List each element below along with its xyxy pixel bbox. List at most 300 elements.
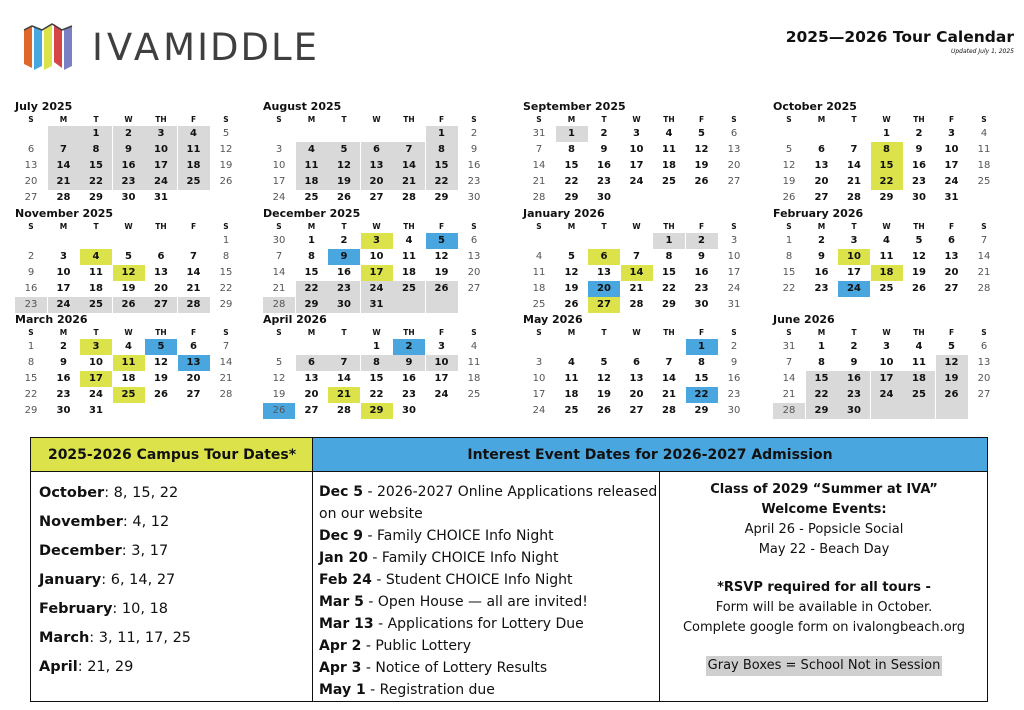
calendar-day: 11 (662, 144, 676, 155)
calendar-day: 2 (393, 339, 425, 355)
weekday-label: S (28, 115, 34, 124)
tour-month: December (39, 543, 122, 559)
iva-middle-logo (22, 20, 319, 72)
calendar-day: 6 (818, 144, 825, 155)
updated-date: Updated July 1, 2025 (950, 48, 1014, 55)
weekday-label: S (731, 222, 737, 231)
month-title: August 2025 (263, 100, 342, 113)
event-description: - Family CHOICE Info Night (367, 550, 559, 566)
calendar-day: 11 (296, 158, 328, 174)
weekday-label: W (372, 328, 381, 337)
calendar-day (426, 297, 458, 313)
calendar-day: 18 (662, 160, 676, 171)
calendar-day: 31 (154, 192, 168, 203)
calendar-day: 14 (532, 160, 546, 171)
calendar-day: 24 (434, 389, 449, 400)
calendar-day: 6 (588, 249, 620, 265)
tour-date-item (39, 598, 309, 627)
welcome-title: Class of 2029 “Summer at IVA” (710, 482, 938, 497)
weekday-label: S (981, 222, 987, 231)
calendar-day: 9 (915, 144, 923, 155)
calendar-day: 3 (438, 341, 445, 352)
calendar-day: 28 (847, 192, 861, 203)
calendar-day: 11 (912, 357, 926, 368)
calendar-day: 11 (532, 267, 546, 278)
calendar-day: 20 (814, 176, 829, 187)
calendar-day: 7 (785, 357, 793, 368)
calendar-day: 5 (785, 144, 793, 155)
calendar-day: 25 (879, 283, 894, 294)
weekday-label: W (372, 222, 381, 231)
calendar-day: 16 (113, 158, 145, 174)
calendar-day: 15 (871, 158, 903, 174)
calendar-day: 9 (600, 144, 608, 155)
calendar-day: 15 (564, 160, 579, 171)
calendar-day: 10 (838, 249, 870, 265)
tour-dates: : 21, 29 (77, 659, 134, 675)
interest-event-item (319, 481, 659, 525)
calendar-day: 29 (694, 405, 709, 416)
weekday-label: F (438, 328, 445, 337)
weekday-label: TH (663, 222, 675, 231)
calendar-day (871, 403, 903, 419)
calendar-day: 10 (944, 144, 959, 155)
interest-events-heading: Interest Event Dates for 2026-2027 Admission (313, 438, 987, 472)
calendar-day: 18 (89, 283, 103, 294)
calendar-day: 8 (426, 142, 458, 158)
event-date: Mar 5 (319, 594, 364, 610)
weekday-label: W (124, 328, 133, 337)
weekday-label: S (223, 328, 229, 337)
weekday-label: F (948, 222, 955, 231)
interest-event-item (319, 613, 659, 635)
calendar-day: 26 (936, 387, 968, 403)
calendar-day: 7 (393, 142, 425, 158)
weekday-label: S (223, 222, 229, 231)
calendar-day: 10 (56, 267, 71, 278)
calendar-day: 26 (564, 299, 579, 310)
weekday-label: TH (663, 328, 675, 337)
tour-dates: : 6, 14, 27 (101, 572, 176, 588)
month-title: May 2026 (523, 313, 583, 326)
tour-dates: : 8, 15, 22 (104, 485, 179, 501)
weekday-label: M (817, 115, 826, 124)
weekday-label: F (948, 328, 955, 337)
calendar-day: 21 (272, 283, 286, 294)
calendar-day: 6 (296, 355, 328, 371)
weekday-label: W (882, 328, 891, 337)
tour-month: November (39, 514, 123, 530)
calendar-day: 17 (56, 283, 71, 294)
weekday-label: TH (403, 328, 415, 337)
event-date: Apr 2 (319, 638, 362, 654)
calendar-day: 3 (275, 144, 283, 155)
welcome-events (661, 480, 987, 676)
calendar-day: 24 (629, 176, 644, 187)
calendar-day: 14 (186, 267, 201, 278)
calendar-day: 12 (272, 373, 286, 384)
calendar-day: 14 (662, 373, 676, 384)
calendar-day: 8 (785, 251, 793, 262)
calendar-day: 22 (369, 389, 384, 400)
tour-dates-list (39, 482, 309, 685)
tour-month: October (39, 485, 105, 501)
weekday-label: T (341, 328, 347, 337)
calendar-day: 27 (588, 297, 620, 313)
calendar-day: 22 (806, 387, 838, 403)
calendar-day: 22 (662, 283, 676, 294)
calendar-day: 10 (369, 251, 384, 262)
calendar-day: 30 (467, 192, 481, 203)
calendar-day: 9 (328, 249, 360, 265)
calendar-day: 31 (532, 128, 546, 139)
calendar-day: 16 (56, 373, 71, 384)
calendar-day: 14 (621, 265, 653, 281)
weekday-label: T (93, 328, 99, 337)
calendar-day: 22 (24, 389, 38, 400)
calendar-day: 22 (426, 174, 458, 190)
calendar-day: 24 (838, 281, 870, 297)
calendar-day: 2 (60, 341, 67, 352)
calendar-day: 16 (402, 373, 416, 384)
calendar-day: 1 (785, 235, 793, 246)
calendar-day: 13 (944, 251, 959, 262)
weekday-label: S (731, 328, 737, 337)
calendar-day: 11 (977, 144, 991, 155)
calendar-day: 8 (871, 142, 903, 158)
calendar-day: 21 (328, 387, 360, 403)
calendar-day: 12 (936, 355, 968, 371)
tour-dates: : 3, 11, 17, 25 (89, 630, 192, 646)
calendar-day: 22 (564, 176, 579, 187)
calendar-day: 31 (89, 405, 103, 416)
tour-dates-heading: 2025-2026 Campus Tour Dates* (31, 438, 313, 472)
weekday-label: S (786, 222, 792, 231)
weekday-label: T (851, 222, 857, 231)
calendar-day: 24 (48, 297, 80, 313)
weekday-label: S (28, 222, 34, 231)
calendar-day: 4 (980, 128, 988, 139)
weekday-label: T (601, 222, 607, 231)
weekday-label: W (124, 115, 133, 124)
calendar-day: 26 (694, 176, 709, 187)
column-divider (312, 438, 313, 701)
calendar-day: 14 (847, 160, 861, 171)
calendar-day: 20 (186, 373, 201, 384)
calendar-day: 22 (219, 283, 233, 294)
event-date: Jan 20 (319, 550, 368, 566)
weekday-label: T (851, 328, 857, 337)
weekday-label: TH (663, 115, 675, 124)
calendar-day: 25 (178, 174, 210, 190)
weekday-label: T (93, 115, 99, 124)
calendar-day: 7 (275, 251, 283, 262)
calendar-day: 25 (467, 389, 481, 400)
calendar-day: 5 (426, 233, 458, 249)
tour-dates: : 3, 17 (121, 543, 169, 559)
calendar-day: 20 (304, 389, 319, 400)
calendar-day: 17 (871, 371, 903, 387)
weekday-label: M (59, 115, 68, 124)
calendar-day: 31 (361, 297, 393, 313)
calendar-day: 28 (977, 283, 991, 294)
calendar-day: 14 (48, 158, 80, 174)
calendar-day: 29 (806, 403, 838, 419)
calendar-day: 2 (340, 235, 348, 246)
weekday-label: W (372, 115, 381, 124)
calendar-day: 6 (980, 341, 988, 352)
calendar-day: 26 (337, 192, 351, 203)
calendar-day: 4 (296, 142, 328, 158)
calendar-day: 23 (727, 389, 741, 400)
weekday-label: S (471, 222, 477, 231)
interest-event-item (319, 591, 659, 613)
weekday-label: M (307, 328, 316, 337)
calendar-day: 21 (186, 283, 201, 294)
calendar-day: 15 (782, 267, 796, 278)
calendar-day: 26 (113, 297, 145, 313)
calendar-day: 7 (535, 144, 543, 155)
calendar-day: 28 (402, 192, 416, 203)
calendar-day: 29 (879, 192, 894, 203)
calendar-day: 26 (263, 403, 295, 419)
logo-mark-icon (22, 20, 78, 72)
calendar-day: 23 (402, 389, 416, 400)
calendar-day: 12 (154, 357, 168, 368)
calendar-day: 11 (178, 142, 210, 158)
calendar-day (903, 403, 935, 419)
calendar-day: 27 (727, 176, 741, 187)
event-description: - Applications for Lottery Due (373, 616, 584, 632)
weekday-label: M (567, 115, 576, 124)
calendar-day: 29 (361, 403, 393, 419)
event-description: - Student CHOICE Info Night (371, 572, 573, 588)
weekday-label: F (438, 115, 445, 124)
calendar-day: 11 (564, 373, 579, 384)
weekday-label: F (948, 115, 955, 124)
calendar-day: 23 (838, 387, 870, 403)
calendar-day (48, 126, 80, 142)
calendar-day: 20 (361, 174, 393, 190)
weekday-label: F (190, 328, 197, 337)
calendar-day: 12 (219, 144, 233, 155)
calendar-day: 23 (694, 283, 709, 294)
calendar-day: 25 (977, 176, 991, 187)
calendar-day: 18 (871, 265, 903, 281)
calendar-day: 24 (944, 176, 959, 187)
weekday-label: TH (155, 328, 167, 337)
calendar-day: 16 (467, 160, 481, 171)
calendar-day: 7 (222, 341, 230, 352)
calendar-day: 16 (694, 267, 709, 278)
calendar-day: 22 (80, 174, 112, 190)
tour-date-item (39, 540, 309, 569)
month-title: March 2026 (15, 313, 88, 326)
calendar-day: 1 (653, 233, 685, 249)
calendar-day: 4 (125, 341, 132, 352)
calendar-day: 27 (145, 297, 177, 313)
brand-name (92, 26, 319, 69)
calendar-day: 13 (24, 160, 38, 171)
calendar-day: 17 (361, 265, 393, 281)
brand-part-1: IVA (92, 26, 164, 69)
calendar-day: 30 (56, 405, 71, 416)
calendar-day: 3 (633, 128, 640, 139)
weekday-label: W (632, 328, 641, 337)
weekday-label: TH (403, 222, 415, 231)
calendar-day: 6 (27, 144, 35, 155)
calendar-day: 23 (56, 389, 71, 400)
tour-date-item (39, 627, 309, 656)
tour-month: January (39, 572, 102, 588)
calendar-day: 25 (662, 176, 676, 187)
calendar-day: 27 (814, 192, 829, 203)
calendar-day: 26 (597, 405, 611, 416)
month-title: February 2026 (773, 207, 864, 220)
event-date: Dec 9 (319, 528, 364, 544)
calendar-day: 28 (662, 405, 676, 416)
calendar-day: 6 (361, 142, 393, 158)
calendar-day: 31 (782, 341, 796, 352)
weekday-label: S (471, 115, 477, 124)
calendar-day: 16 (838, 371, 870, 387)
calendar-day: 8 (222, 251, 230, 262)
calendar-day: 23 (912, 176, 926, 187)
calendar-day: 4 (665, 128, 673, 139)
weekday-label: S (731, 115, 737, 124)
calendar-day: 17 (145, 158, 177, 174)
calendar-day: 30 (838, 403, 870, 419)
calendar-day: 9 (27, 267, 35, 278)
calendar-day: 16 (727, 373, 741, 384)
calendar-day: 3 (850, 235, 858, 246)
calendar-day: 2 (915, 128, 923, 139)
calendar-day: 18 (467, 373, 481, 384)
calendar-day: 9 (393, 355, 425, 371)
calendar-day: 8 (361, 355, 393, 371)
calendar-day: 5 (915, 235, 923, 246)
calendar-day: 23 (15, 297, 47, 313)
calendar-day: 22 (686, 387, 718, 403)
calendar-day: 15 (426, 158, 458, 174)
weekday-label: TH (913, 222, 925, 231)
calendar-day: 3 (948, 128, 955, 139)
calendar-day: 26 (426, 281, 458, 297)
calendar-day: 17 (80, 371, 112, 387)
calendar-day: 13 (178, 355, 210, 371)
calendar-day: 20 (629, 389, 644, 400)
calendar-day: 11 (467, 357, 481, 368)
weekday-label: M (567, 222, 576, 231)
calendar-day: 13 (467, 251, 481, 262)
calendar-day: 1 (27, 341, 35, 352)
calendar-day: 8 (568, 144, 575, 155)
calendar-day: 3 (535, 357, 543, 368)
calendar-day: 30 (402, 405, 416, 416)
calendar-day: 18 (903, 371, 935, 387)
calendar-day: 27 (977, 389, 991, 400)
calendar-day: 14 (337, 373, 351, 384)
weekday-label: T (601, 328, 607, 337)
calendar-day: 1 (818, 341, 825, 352)
weekday-label: M (307, 222, 316, 231)
calendar-day: 10 (426, 355, 458, 371)
calendar-day: 19 (121, 283, 136, 294)
calendar-day: 3 (883, 341, 890, 352)
calendar-day: 1 (686, 339, 718, 355)
interest-event-item (319, 525, 659, 547)
weekday-label: M (817, 222, 826, 231)
calendar-day: 7 (850, 144, 858, 155)
column-divider (659, 472, 660, 701)
calendar-day: 30 (694, 299, 709, 310)
event-description: - 2026-2027 Online Applications released on our website (319, 484, 658, 522)
weekday-label: S (276, 115, 282, 124)
calendar-day: 2 (27, 251, 35, 262)
weekday-label: T (601, 115, 607, 124)
calendar-day: 10 (272, 160, 286, 171)
calendar-day: 9 (818, 251, 825, 262)
calendar-day: 4 (915, 341, 923, 352)
calendar-day: 31 (944, 192, 959, 203)
calendar-day: 8 (27, 357, 35, 368)
tour-month: March (39, 630, 90, 646)
calendar-day: 14 (782, 373, 796, 384)
calendar-day: 14 (219, 357, 233, 368)
interest-events-list (319, 481, 659, 701)
calendar-day: 20 (154, 283, 168, 294)
calendar-day: 10 (879, 357, 894, 368)
calendar-day: 4 (535, 251, 543, 262)
calendar-day: 10 (727, 251, 741, 262)
calendar-day: 18 (532, 283, 546, 294)
interest-event-item (319, 547, 659, 569)
calendar-day: 15 (304, 267, 319, 278)
calendar-day: 2 (818, 235, 825, 246)
weekday-label: M (307, 115, 316, 124)
weekday-label: M (567, 328, 576, 337)
calendar-day: 28 (178, 297, 210, 313)
calendar-day: 2 (600, 128, 608, 139)
calendar-day: 11 (89, 267, 103, 278)
calendar-day: 19 (219, 160, 233, 171)
calendar-day: 16 (597, 160, 611, 171)
calendar-day: 19 (782, 176, 796, 187)
calendar-day: 7 (633, 251, 640, 262)
calendar-day: 15 (662, 267, 676, 278)
weekday-label: TH (155, 115, 167, 124)
calendar-day: 28 (56, 192, 71, 203)
calendar-day: 29 (89, 192, 103, 203)
calendar-day: 25 (113, 387, 145, 403)
welcome-event: May 22 - Beach Day (758, 542, 890, 557)
calendar-day: 25 (80, 297, 112, 313)
calendar-day: 12 (328, 158, 360, 174)
calendar-day: 27 (369, 192, 384, 203)
calendar-day: 5 (222, 128, 230, 139)
weekday-label: W (632, 222, 641, 231)
calendar-day: 30 (121, 192, 136, 203)
tour-dates: : 10, 18 (112, 601, 169, 617)
weekday-label: T (93, 222, 99, 231)
calendar-day: 13 (304, 373, 319, 384)
calendar-day: 3 (730, 235, 738, 246)
welcome-event: April 26 - Popsicle Social (744, 522, 904, 537)
calendar-day: 25 (304, 192, 319, 203)
calendar-day: 5 (600, 357, 608, 368)
calendar-day: 15 (219, 267, 233, 278)
calendar-day: 13 (154, 267, 168, 278)
